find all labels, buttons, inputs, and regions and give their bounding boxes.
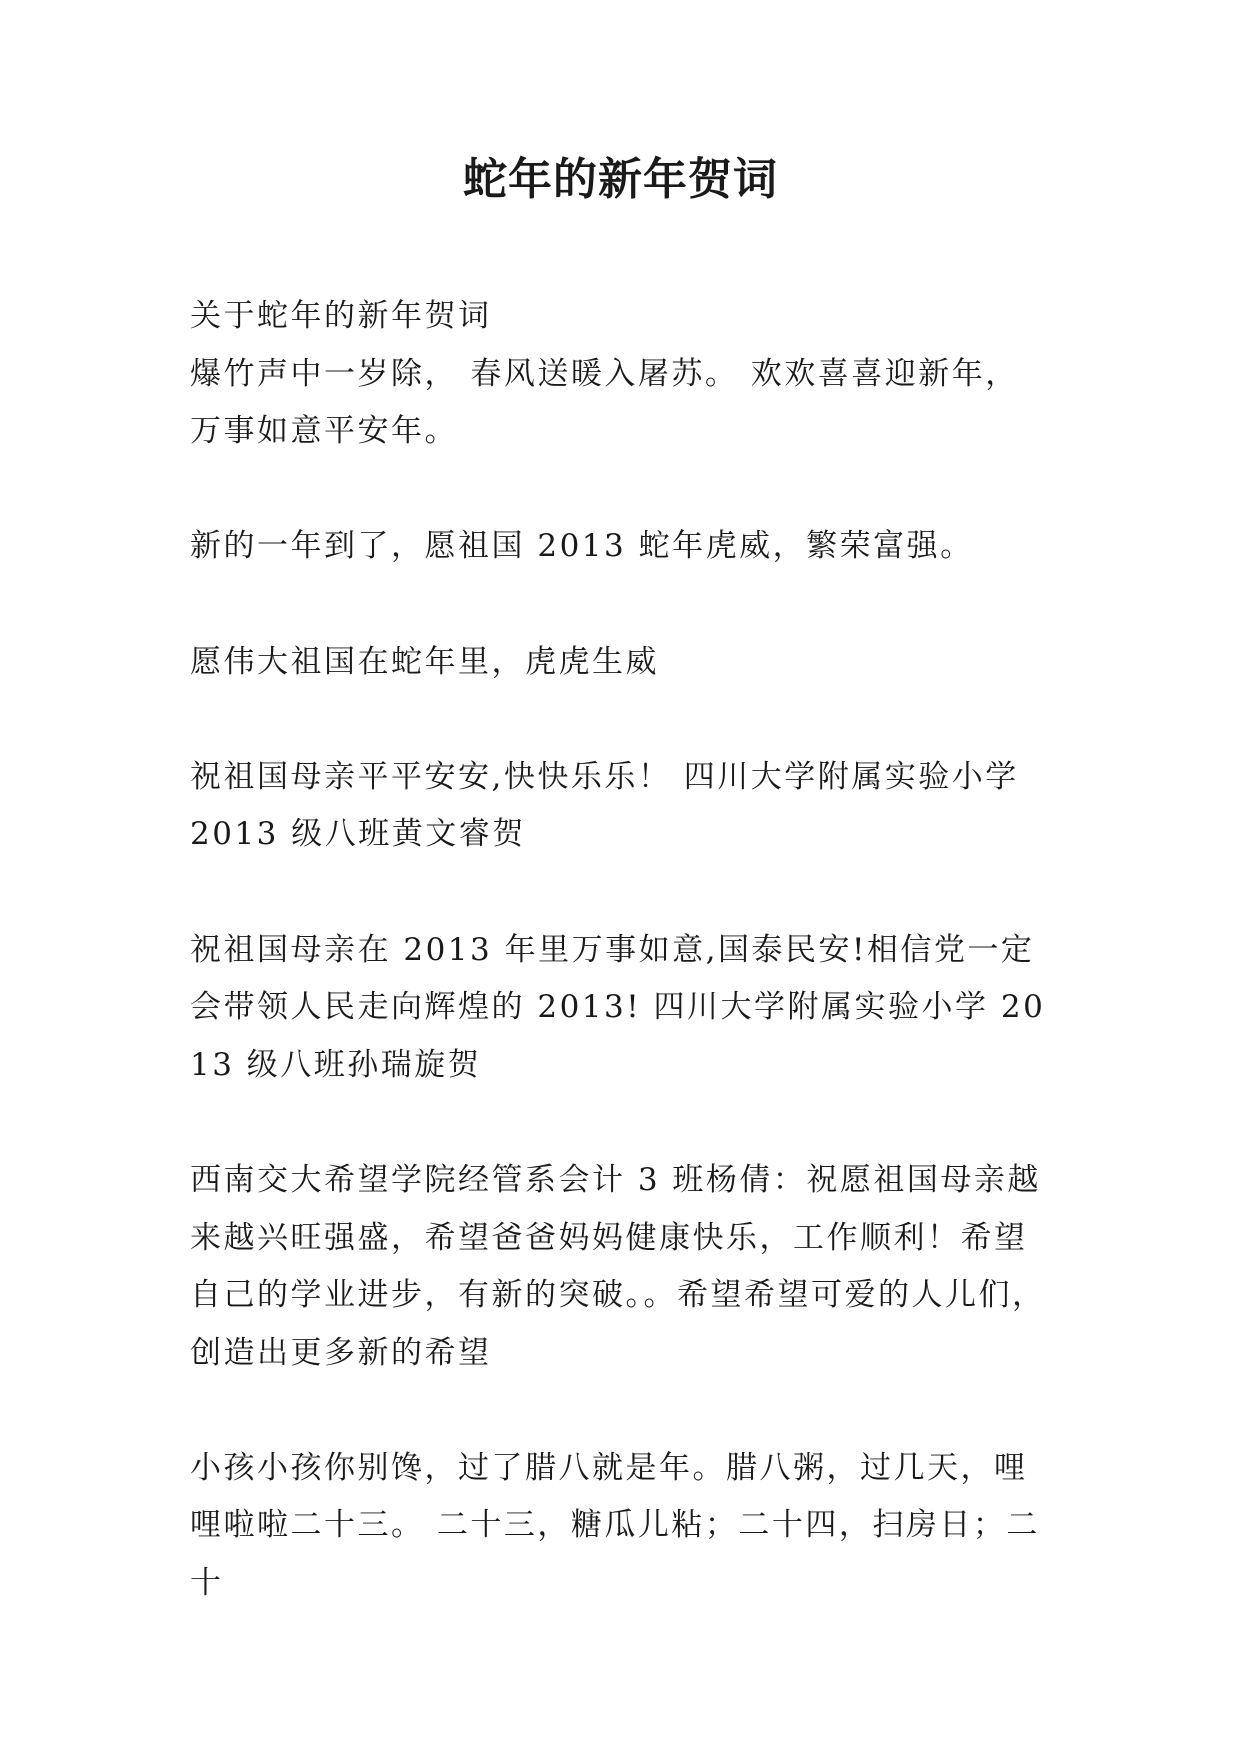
document-title: 蛇年的新年贺词 <box>463 154 778 205</box>
paragraph-folk-rhyme: 小孩小孩你别馋，过了腊八就是年。腊八粥，过几天，哩哩啦啦二十三。 二十三，糖瓜儿粘；二十四，扫房日；二十 <box>190 1449 1040 1602</box>
paragraph-gap <box>190 691 1052 749</box>
paragraph-greeting-country: 新的一年到了，愿祖国 2013 蛇年虎威，繁荣富强。 <box>190 528 974 565</box>
paragraph-greeting-yang: 西南交大希望学院经管系会计 3 班杨倩：祝愿祖国母亲越来越兴旺强盛，希望爸爸妈妈健康快乐，工作顺利！希望自己的学业进步，有新的突破。。希望希望可爱的人儿们，创造出更多新的希望 <box>190 1161 1046 1371</box>
paragraph-gap <box>190 1382 1052 1440</box>
document-body <box>190 288 1052 1613</box>
paragraph-greeting-sun: 祝祖国母亲在 2013 年里万事如意,国泰民安!相信党一定会带领人民走向辉煌的 2013! 四川大学附属实验小学 2013 级八班孙瑞旋贺 <box>190 931 1046 1083</box>
paragraph-greeting-huang: 祝祖国母亲平平安安,快快乐乐！ 四川大学附属实验小学 2013 级八班黄文睿贺 <box>190 758 1019 853</box>
paragraph-subtitle: 关于蛇年的新年贺词 <box>190 298 492 334</box>
paragraph-gap <box>190 576 1052 634</box>
paragraph-gap <box>190 864 1052 922</box>
paragraph-gap <box>190 461 1052 519</box>
paragraph-gap <box>190 1094 1052 1152</box>
paragraph-greeting-motherland: 愿伟大祖国在蛇年里，虎虎生威 <box>190 643 659 680</box>
paragraph-poem: 爆竹声中一岁除， 春风送暖入屠苏。 欢欢喜喜迎新年，万事如意平安年。 <box>190 355 1019 450</box>
